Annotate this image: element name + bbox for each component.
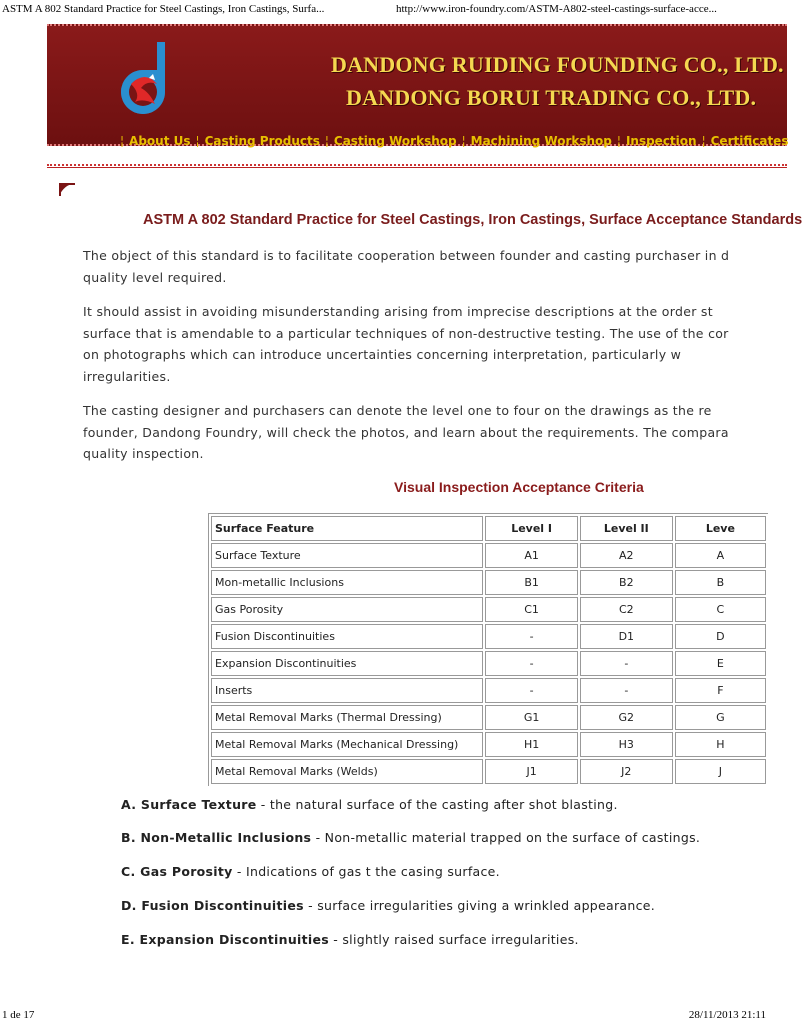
definition-desc: - Non-metallic material trapped on the surface of castings. — [311, 830, 701, 845]
paragraph-line: on photographs which can introduce uncertainties concerning interpretation, particularly w — [83, 347, 682, 362]
table-row — [211, 624, 766, 649]
paragraph-2 — [83, 301, 783, 387]
table-cell: Mon-metallic Inclusions — [211, 570, 483, 595]
print-datetime: 28/11/2013 21:11 — [688, 1009, 766, 1021]
table-cell: Metal Removal Marks (Mechanical Dressing) — [211, 732, 483, 757]
paragraph-line: quality inspection. — [83, 446, 204, 461]
table-cell: Metal Removal Marks (Welds) — [211, 759, 483, 784]
print-footer — [0, 1006, 768, 1024]
table-cell: - — [485, 651, 577, 676]
header-cell: Leve — [675, 516, 766, 541]
header-cell: Level I — [485, 516, 577, 541]
table-cell: - — [580, 651, 673, 676]
table-cell: G1 — [485, 705, 577, 730]
table-cell: H — [675, 732, 766, 757]
table-cell: E — [675, 651, 766, 676]
table-cell: B1 — [485, 570, 577, 595]
definition-item — [121, 830, 700, 845]
table-cell: B — [675, 570, 766, 595]
table-cell: J1 — [485, 759, 577, 784]
definition-item — [121, 898, 655, 913]
table-row — [211, 732, 766, 757]
table-cell: Gas Porosity — [211, 597, 483, 622]
definition-term: D. Fusion Discontinuities — [121, 898, 304, 913]
table-cell: J — [675, 759, 766, 784]
acceptance-criteria-table — [208, 513, 768, 786]
paragraph-line: surface that is amendable to a particular techniques of non-destructive testing. The use of the cor — [83, 325, 729, 341]
definition-desc: - the natural surface of the casting after shot blasting. — [256, 797, 618, 812]
table-row — [211, 678, 766, 703]
table-cell: B2 — [580, 570, 673, 595]
page-content — [0, 20, 802, 1006]
table-cell: F — [675, 678, 766, 703]
header-cell: Level II — [580, 516, 673, 541]
table-row — [211, 543, 766, 568]
table-cell: H1 — [485, 732, 577, 757]
header-cell: Surface Feature — [211, 516, 483, 541]
table-cell: C1 — [485, 597, 577, 622]
definition-item — [121, 797, 618, 812]
paragraph-line: The casting designer and purchasers can denote the level one to four on the drawings as the re — [83, 403, 712, 418]
company-name-2: DANDONG BORUI TRADING CO., LTD. — [346, 85, 757, 110]
nav-item-about-us[interactable]: About Us — [129, 134, 191, 148]
table-row — [211, 570, 766, 595]
top-nav: ¦ About Us ¦ Casting Products ¦ Casting Workshop ¦ Machining Workshop ¦ Inspection ¦ Certificates — [120, 134, 789, 148]
nav-item-certificates[interactable]: Certificates — [710, 134, 789, 148]
table-cell: H3 — [580, 732, 673, 757]
table-cell: Surface Texture — [211, 543, 483, 568]
table-cell: A — [675, 543, 766, 568]
table-cell: C2 — [580, 597, 673, 622]
table-cell: Fusion Discontinuities — [211, 624, 483, 649]
table-cell: G2 — [580, 705, 673, 730]
definition-term: C. Gas Porosity — [121, 864, 233, 879]
definition-term: E. Expansion Discontinuities — [121, 932, 330, 947]
table-row — [211, 597, 766, 622]
company-name-1: DANDONG RUIDING FOUNDING CO., LTD. — [331, 52, 784, 77]
definition-term: A. Surface Texture — [121, 797, 257, 812]
definition-desc: - surface irregularities giving a wrinkled appearance. — [303, 898, 656, 913]
article-title: ASTM A 802 Standard Practice for Steel Castings, Iron Castings, Surface Acceptance Standards — [143, 212, 802, 228]
definition-desc: - slightly raised surface irregularities. — [329, 932, 579, 947]
nav-item-casting-products[interactable]: Casting Products — [204, 134, 320, 148]
paragraph-line: irregularities. — [83, 368, 171, 384]
nav-divider-line — [47, 167, 787, 168]
paragraph-line: founder, Dandong Foundry, will check the photos, and learn about the requirements. The compara — [83, 424, 729, 440]
print-page-url: http://www.iron-foundry.com/ASTM-A802-steel-castings-surface-acce... — [396, 3, 717, 15]
definition-term: B. Non-Metallic Inclusions — [121, 830, 312, 845]
table-row — [211, 705, 766, 730]
table-header-row — [211, 516, 766, 541]
company-logo[interactable] — [105, 40, 185, 126]
definition-item — [121, 932, 579, 947]
paragraph-1 — [83, 245, 783, 288]
nav-item-machining-workshop[interactable]: Machining Workshop — [470, 134, 612, 148]
nav-item-inspection[interactable]: Inspection — [625, 134, 697, 148]
table-cell: Expansion Discontinuities — [211, 651, 483, 676]
table-cell: A2 — [580, 543, 673, 568]
nav-item-casting-workshop[interactable]: Casting Workshop — [333, 134, 457, 148]
paragraph-3 — [83, 400, 783, 465]
table-cell: - — [580, 678, 673, 703]
table-cell: J2 — [580, 759, 673, 784]
table-cell: G — [675, 705, 766, 730]
table-cell: Metal Removal Marks (Thermal Dressing) — [211, 705, 483, 730]
page-number: 1 de 17 — [2, 1009, 35, 1021]
table-cell: - — [485, 678, 577, 703]
paragraph-line: quality level required. — [83, 269, 227, 285]
table-cell: C — [675, 597, 766, 622]
print-page-title: ASTM A 802 Standard Practice for Steel Castings, Iron Castings, Surfa... — [2, 3, 325, 15]
definition-desc: - Indications of gas t the casing surface. — [232, 864, 500, 879]
table-cell: D1 — [580, 624, 673, 649]
table-title: Visual Inspection Acceptance Criteria — [394, 479, 644, 495]
table-row — [211, 651, 766, 676]
paragraph-line: It should assist in avoiding misunderstanding arising from imprecise descriptions at the order st — [83, 304, 713, 319]
table-cell: Inserts — [211, 678, 483, 703]
nav-divider — [47, 164, 787, 166]
site-banner — [47, 24, 787, 146]
section-corner-icon — [58, 181, 76, 197]
paragraph-line: The object of this standard is to facilitate cooperation between founder and casting purchaser in d — [83, 248, 730, 263]
definition-item — [121, 864, 500, 879]
table-row — [211, 759, 766, 784]
table-cell: D — [675, 624, 766, 649]
table-cell: A1 — [485, 543, 577, 568]
table-cell: - — [485, 624, 577, 649]
